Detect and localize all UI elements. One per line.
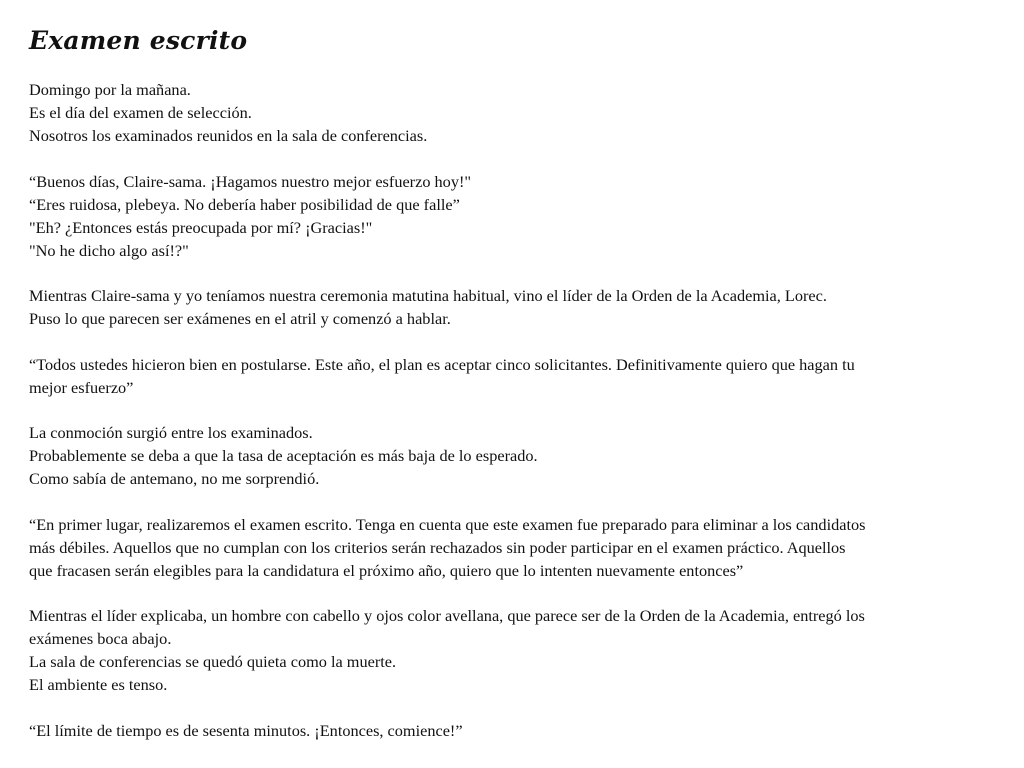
text-line: Mientras el líder explicaba, un hombre con cabello y ojos color avellana, que parece ser de la Orden de la Academia, entregó los xyxy=(29,606,865,625)
text-line: Domingo por la mañana. xyxy=(29,80,191,99)
paragraph xyxy=(29,170,1011,262)
text-line: “Buenos días, Claire-sama. ¡Hagamos nuestro mejor esfuerzo hoy!" xyxy=(29,171,472,191)
text-line: más débiles. Aquellos que no cumplan con los criterios serán rechazados sin poder participar en el examen práctico. Aquellos xyxy=(29,537,846,557)
text-line: Como sabía de antemano, no me sorprendió. xyxy=(29,469,320,488)
paragraph xyxy=(29,604,1011,696)
text-line: Mientras Claire-sama y yo teníamos nuestra ceremonia matutina habitual, vino el líder de la Orden de la Academia, Lorec. xyxy=(29,286,827,305)
text-line: "Eh? ¿Entonces estás preocupada por mí? ¡Gracias!" xyxy=(29,217,373,237)
paragraph xyxy=(29,284,1011,330)
paragraph xyxy=(29,78,1011,147)
text-line: “El límite de tiempo es de sesenta minutos. ¡Entonces, comience!” xyxy=(29,720,463,740)
text-line: exámenes boca abajo. xyxy=(29,629,172,648)
chapter-title: Examen escrito xyxy=(29,26,248,55)
text-line: que fracasen serán elegibles para la candidatura el próximo año, quiero que lo intenten nuevamente entonces” xyxy=(29,560,744,580)
text-line: Puso lo que parecen ser exámenes en el atril y comenzó a hablar. xyxy=(29,309,451,328)
text-line: Probablemente se deba a que la tasa de aceptación es más baja de lo esperado. xyxy=(29,446,538,465)
chapter-page xyxy=(29,24,1011,764)
text-line: Nosotros los examinados reunidos en la sala de conferencias. xyxy=(29,126,428,145)
paragraph xyxy=(29,513,1011,582)
text-line: "No he dicho algo así!?" xyxy=(29,240,189,260)
text-line: La sala de conferencias se quedó quieta como la muerte. xyxy=(29,652,397,671)
text-line: “Eres ruidosa, plebeya. No debería haber posibilidad de que falle” xyxy=(29,194,460,214)
text-line: La conmoción surgió entre los examinados. xyxy=(29,423,313,442)
text-line: mejor esfuerzo” xyxy=(29,377,134,397)
text-line: “Todos ustedes hicieron bien en postularse. Este año, el plan es aceptar cinco solicitantes. Definitivamente quiero que hagan tu xyxy=(29,354,855,374)
text-line: El ambiente es tenso. xyxy=(29,675,168,694)
paragraph xyxy=(29,719,1011,742)
chapter-body xyxy=(29,78,1011,742)
paragraph xyxy=(29,421,1011,490)
paragraph xyxy=(29,353,1011,399)
text-line: “En primer lugar, realizaremos el examen escrito. Tenga en cuenta que este examen fue preparado para eliminar a los candidatos xyxy=(29,514,866,534)
text-line: Es el día del examen de selección. xyxy=(29,103,252,122)
